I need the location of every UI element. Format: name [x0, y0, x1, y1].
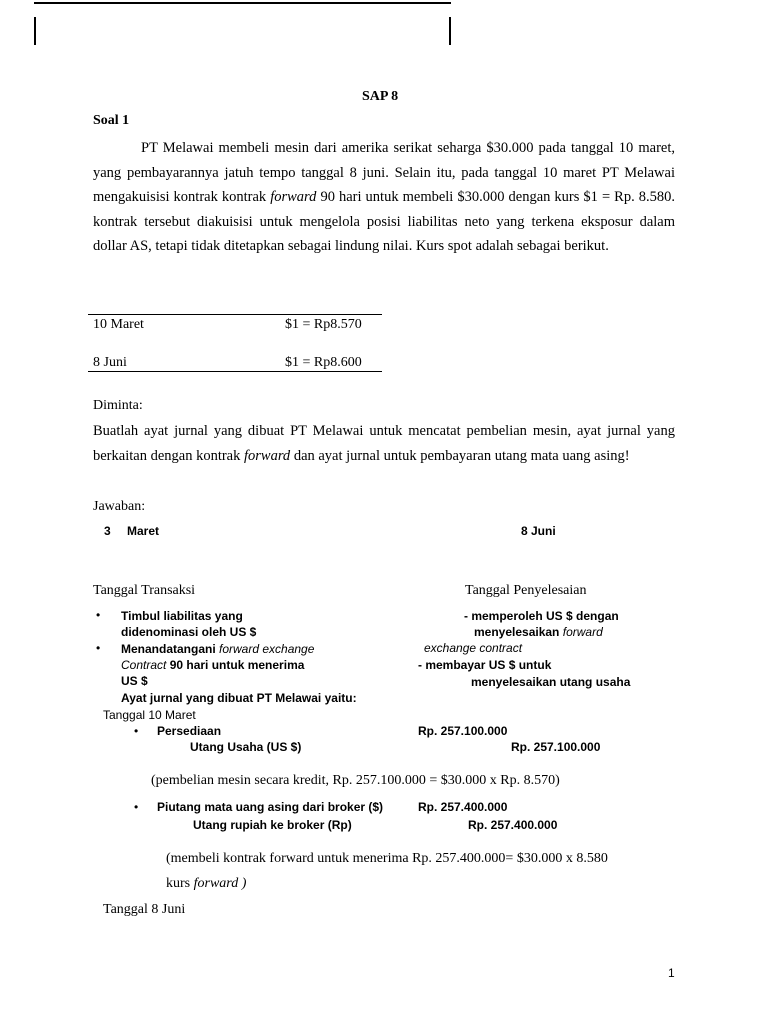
tanggal-transaksi-label: Tanggal Transaksi	[93, 583, 196, 598]
diminta-italic-forward: forward	[243, 447, 291, 464]
journal-2-credit-amount: Rp. 257.400.000	[468, 818, 558, 832]
journal-1-credit-account: Utang Usaha (US $)	[190, 740, 302, 754]
bullet-2-text: Menandatangani	[121, 642, 220, 656]
bullet-1-line-1: Timbul liabilitas yang	[121, 609, 243, 623]
tanggal-8-juni-label: Tanggal 8 Juni	[103, 902, 186, 917]
bullet-2-italic: forward exchange	[219, 642, 315, 656]
right-2-line-1: - membayar US $ untuk	[418, 658, 552, 672]
ayat-jurnal-label: Ayat jurnal yang dibuat PT Melawai yaitu:	[121, 691, 357, 705]
intro-text-2: 90 hari untuk membeli $30.000 dengan kurs $1 = Rp. 8.580. kontrak tersebut diakuisisi untuk mengelola posisi liabilitas neto yang terkena eksposur dalam dollar AS, tetapi tidak ditetapkan sebagai lindung nilai. Kurs spot adalah sebagai berikut.	[93, 189, 675, 254]
right-1-italic: forward	[562, 625, 603, 639]
right-1-line-1: - memperoleh US $ dengan	[464, 609, 619, 623]
rate-row-1-value: $1 = Rp8.570	[285, 317, 362, 332]
journal-2-debit-account: Piutang mata uang asing dari broker ($)	[157, 800, 384, 814]
journal-2-note-italic: forward )	[193, 876, 247, 891]
diminta-paragraph	[93, 419, 675, 468]
bullet-2-line-1	[121, 642, 314, 656]
bullet-2-line-3: US $	[121, 674, 148, 688]
page-title: SAP 8	[362, 89, 399, 104]
tanggal-10-maret-label: Tanggal 10 Maret	[103, 708, 196, 722]
rate-row-2-date: 8 Juni	[93, 355, 127, 370]
right-1-line-3	[424, 641, 522, 655]
journal-1-note: (pembelian mesin secara kredit, Rp. 257.100.000 = $30.000 x Rp. 8.570)	[151, 773, 560, 788]
bullet-2-contract-italic: Contract	[121, 658, 167, 672]
right-1-exchange-italic: exchange contract	[424, 641, 523, 655]
journal-2-bullet: •	[134, 800, 139, 814]
header-top-rule	[34, 2, 451, 4]
journal-1-debit-account: Persediaan	[157, 724, 222, 738]
jawaban-label: Jawaban:	[93, 499, 146, 514]
header-right-rule	[449, 17, 451, 45]
right-1-text: menyelesaikan	[474, 625, 563, 639]
header-left-rule	[34, 17, 36, 45]
rates-table-bottom-rule	[88, 371, 382, 372]
bullet-dot-2: •	[96, 641, 101, 655]
journal-2-note-line-2	[166, 876, 246, 892]
diminta-text-2: dan ayat jurnal untuk pembayaran utang mata uang asing!	[290, 447, 630, 464]
soal-label: Soal 1	[93, 113, 130, 128]
intro-italic-forward: forward	[270, 189, 317, 205]
bullet-2-line-2-text: 90 hari untuk menerima	[166, 658, 305, 672]
page-number: 1	[668, 966, 675, 980]
rate-row-1-date: 10 Maret	[93, 317, 144, 332]
bullet-1-line-2: didenominasi oleh US $	[121, 625, 257, 639]
tanggal-penyelesaian-label: Tanggal Penyelesaian	[465, 583, 587, 598]
diminta-text-1: Buatlah ayat jurnal yang dibuat PT Melawai untuk mencatat pembelian mesin, ayat jurnal yang berkaitan dengan kontrak	[93, 423, 675, 464]
bullet-2-line-2	[121, 658, 304, 672]
journal-2-debit-amount: Rp. 257.400.000	[418, 800, 508, 814]
bullet-dot-1: •	[96, 608, 101, 622]
timeline-number: 3	[104, 524, 111, 538]
timeline-left-label: Maret	[127, 524, 160, 538]
diminta-label: Diminta:	[93, 398, 143, 413]
journal-1-debit-amount: Rp. 257.100.000	[418, 724, 508, 738]
timeline-right-label: 8 Juni	[521, 524, 556, 538]
intro-text-1: PT Melawai membeli mesin dari amerika serikat seharga $30.000 pada tanggal 10 maret, yang pembayarannya jatuh tempo tanggal 8 juni. Selain itu, pada tanggal 10 maret PT Melawai mengakuisisi kontrak kontrak	[93, 140, 675, 205]
right-1-line-2	[474, 625, 603, 639]
intro-paragraph	[93, 136, 675, 259]
journal-1-credit-amount: Rp. 257.100.000	[511, 740, 601, 754]
right-2-line-2: menyelesaikan utang usaha	[471, 675, 631, 689]
journal-2-credit-account: Utang rupiah ke broker (Rp)	[193, 818, 352, 832]
journal-2-note-kurs: kurs	[166, 876, 194, 891]
rates-table-top-rule	[88, 314, 382, 315]
rate-row-2-value: $1 = Rp8.600	[285, 355, 362, 370]
journal-2-note-line-1: (membeli kontrak forward untuk menerima Rp. 257.400.000= $30.000 x 8.580	[166, 851, 608, 866]
journal-1-bullet: •	[134, 724, 139, 738]
